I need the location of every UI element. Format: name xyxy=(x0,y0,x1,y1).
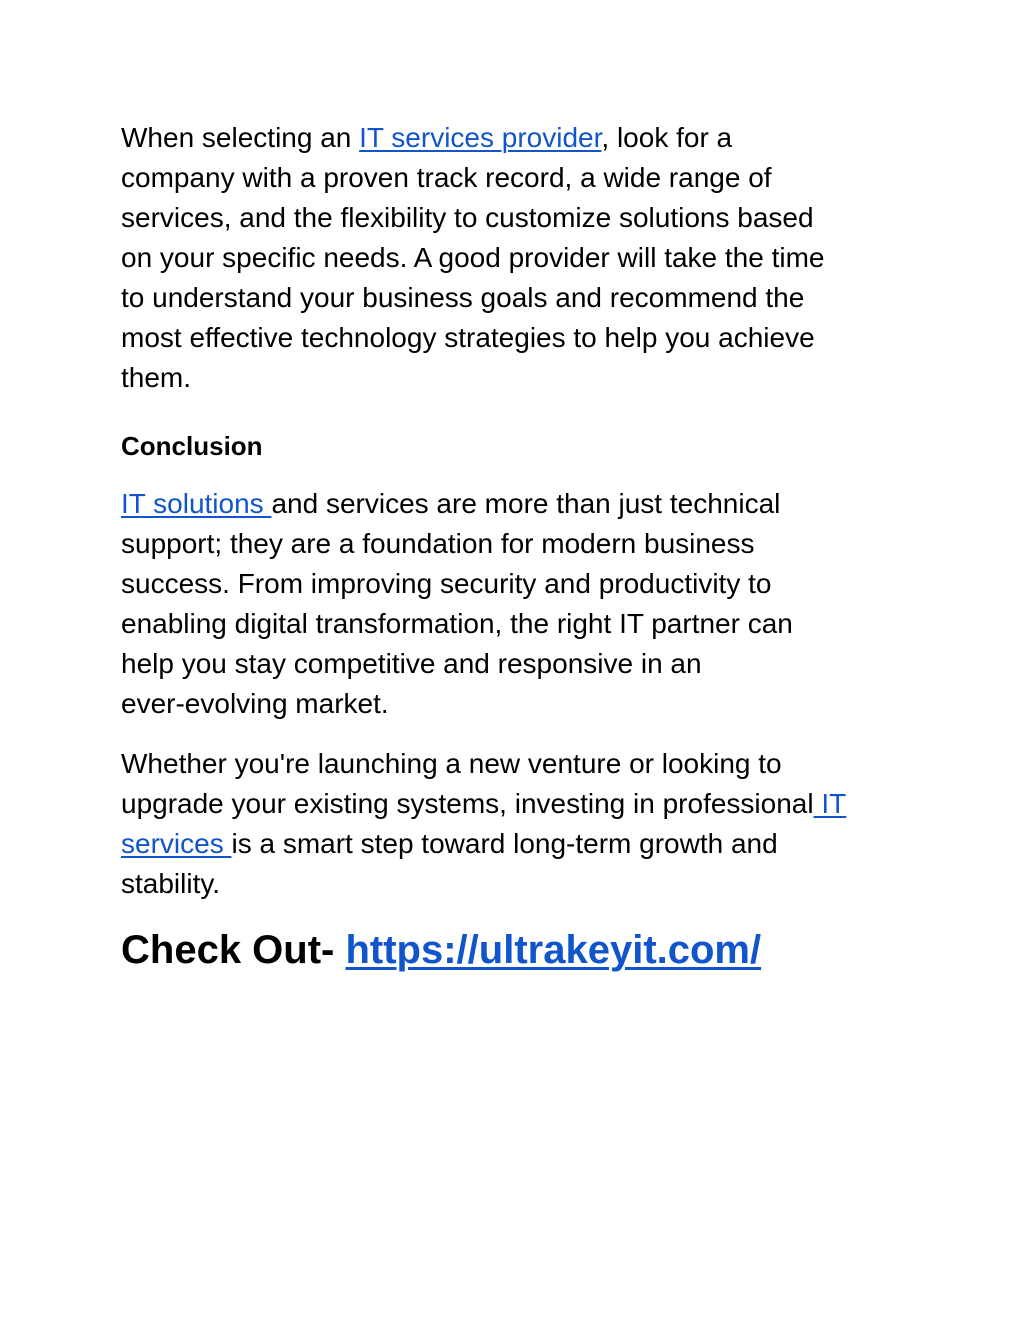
it-services-link-part-2[interactable]: services xyxy=(121,828,232,859)
text-line: help you stay competitive and responsive in an xyxy=(121,648,702,679)
text-line: to understand your business goals and recommend the xyxy=(121,282,805,313)
call-to-action xyxy=(121,925,761,975)
text-line xyxy=(121,484,793,524)
text-line xyxy=(121,824,846,864)
text-line xyxy=(121,118,921,158)
text-line: services, and the flexibility to customize solutions based xyxy=(121,202,814,233)
document-page xyxy=(121,118,921,972)
it-services-link-part-1[interactable]: IT xyxy=(813,788,847,819)
text-line: enabling digital transformation, the right IT partner can xyxy=(121,608,793,639)
cta-label: Check Out- xyxy=(121,928,346,972)
text-line xyxy=(121,784,846,824)
it-services-provider-link[interactable]: IT services provider xyxy=(359,122,602,153)
text-segment: is a smart step toward long-term growth and xyxy=(231,828,778,859)
text-line: ever-evolving market. xyxy=(121,688,389,719)
text-line: success. From improving security and productivity to xyxy=(121,568,772,599)
ultrakeyit-website-link[interactable]: https://ultrakeyit.com/ xyxy=(345,928,762,972)
paragraph-investment xyxy=(121,744,846,904)
text-line: stability. xyxy=(121,868,221,899)
paragraph-provider-selection xyxy=(121,118,921,398)
text-line: company with a proven track record, a wide range of xyxy=(121,162,772,193)
text-segment: upgrade your existing systems, investing in professional xyxy=(121,788,814,819)
conclusion-heading: Conclusion xyxy=(121,431,263,461)
it-solutions-link[interactable]: IT solutions xyxy=(121,488,272,519)
paragraph-conclusion xyxy=(121,484,793,724)
text-line: them. xyxy=(121,362,192,393)
text-line: most effective technology strategies to help you achieve xyxy=(121,322,815,353)
text-line: support; they are a foundation for modern business xyxy=(121,528,755,559)
text-segment: When selecting an xyxy=(121,122,360,153)
text-segment: , look for a xyxy=(601,122,733,153)
text-line: Whether you're launching a new venture or looking to xyxy=(121,748,782,779)
text-line: on your specific needs. A good provider will take the time xyxy=(121,242,825,273)
text-segment: and services are more than just technical xyxy=(271,488,781,519)
